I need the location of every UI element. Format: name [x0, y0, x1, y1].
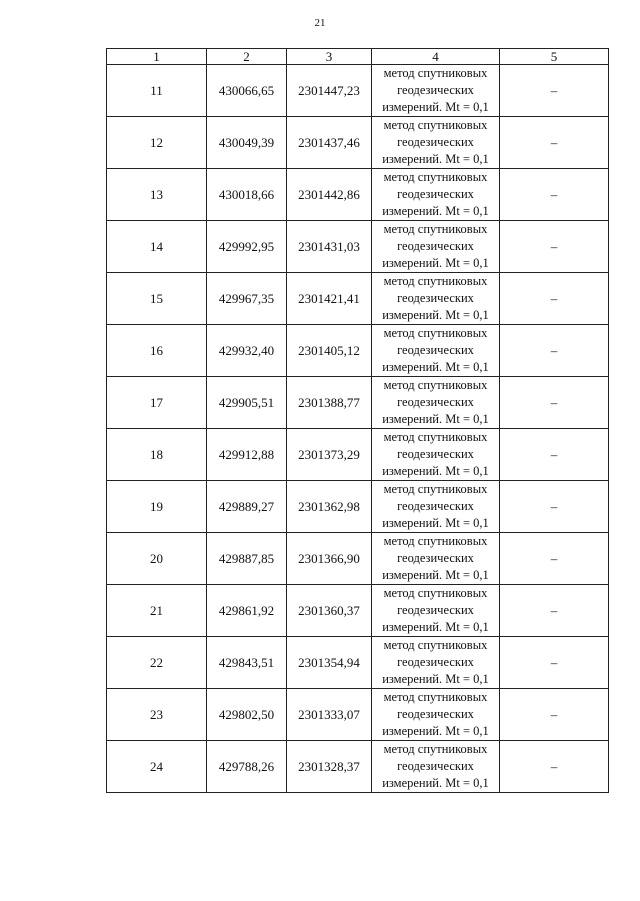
method-line-3: измерений. Mt = 0,1	[382, 724, 489, 738]
coordinate-x: 429861,92	[207, 585, 287, 637]
method-line-2: геодезических	[397, 343, 474, 357]
coordinate-x: 430018,66	[207, 169, 287, 221]
column-header-4: 4	[372, 49, 500, 65]
table-row	[107, 741, 609, 793]
method-line-3: измерений. Mt = 0,1	[382, 360, 489, 374]
table-row	[107, 377, 609, 429]
table-row	[107, 585, 609, 637]
method-line-3: измерений. Mt = 0,1	[382, 776, 489, 790]
method-cell	[372, 221, 500, 273]
note-cell: –	[500, 585, 609, 637]
coordinate-x: 430049,39	[207, 117, 287, 169]
method-line-1: метод спутниковых	[383, 274, 488, 288]
table-row	[107, 689, 609, 741]
coordinate-y: 2301405,12	[287, 325, 372, 377]
coordinate-y: 2301354,94	[287, 637, 372, 689]
page-number: 21	[314, 17, 326, 29]
method-line-1: метод спутниковых	[383, 638, 488, 652]
method-line-1: метод спутниковых	[383, 66, 488, 80]
note-cell: –	[500, 117, 609, 169]
method-cell	[372, 169, 500, 221]
method-line-1: метод спутниковых	[383, 378, 488, 392]
method-line-2: геодезических	[397, 551, 474, 565]
method-line-1: метод спутниковых	[383, 534, 488, 548]
coordinate-x: 429992,95	[207, 221, 287, 273]
method-cell	[372, 741, 500, 793]
method-line-3: измерений. Mt = 0,1	[382, 464, 489, 478]
method-line-1: метод спутниковых	[383, 326, 488, 340]
note-cell: –	[500, 481, 609, 533]
method-line-1: метод спутниковых	[383, 690, 488, 704]
method-line-2: геодезических	[397, 239, 474, 253]
coordinate-x: 429788,26	[207, 741, 287, 793]
method-line-2: геодезических	[397, 447, 474, 461]
column-header-2: 2	[207, 49, 287, 65]
coordinate-x: 429889,27	[207, 481, 287, 533]
table-header-row	[107, 49, 609, 65]
method-line-1: метод спутниковых	[383, 222, 488, 236]
method-line-2: геодезических	[397, 135, 474, 149]
note-cell: –	[500, 429, 609, 481]
method-line-3: измерений. Mt = 0,1	[382, 672, 489, 686]
table-row	[107, 273, 609, 325]
coordinate-x: 429905,51	[207, 377, 287, 429]
coordinate-y: 2301333,07	[287, 689, 372, 741]
coordinate-y: 2301328,37	[287, 741, 372, 793]
note-cell: –	[500, 65, 609, 117]
coordinate-y: 2301362,98	[287, 481, 372, 533]
method-cell	[372, 117, 500, 169]
method-cell	[372, 689, 500, 741]
coordinate-x: 429912,88	[207, 429, 287, 481]
method-line-1: метод спутниковых	[383, 742, 488, 756]
method-line-2: геодезических	[397, 83, 474, 97]
point-number: 15	[107, 273, 207, 325]
method-line-2: геодезических	[397, 291, 474, 305]
note-cell: –	[500, 273, 609, 325]
table-row	[107, 533, 609, 585]
point-number: 19	[107, 481, 207, 533]
method-line-1: метод спутниковых	[383, 482, 488, 496]
point-number: 23	[107, 689, 207, 741]
note-cell: –	[500, 377, 609, 429]
point-number: 12	[107, 117, 207, 169]
method-cell	[372, 533, 500, 585]
coordinate-x: 429967,35	[207, 273, 287, 325]
method-line-3: измерений. Mt = 0,1	[382, 516, 489, 530]
method-line-3: измерений. Mt = 0,1	[382, 100, 489, 114]
note-cell: –	[500, 689, 609, 741]
column-header-1: 1	[107, 49, 207, 65]
note-cell: –	[500, 221, 609, 273]
point-number: 16	[107, 325, 207, 377]
coordinate-x: 430066,65	[207, 65, 287, 117]
method-cell	[372, 585, 500, 637]
table-row	[107, 637, 609, 689]
point-number: 20	[107, 533, 207, 585]
table-row	[107, 169, 609, 221]
method-cell	[372, 637, 500, 689]
column-header-5: 5	[500, 49, 609, 65]
point-number: 24	[107, 741, 207, 793]
point-number: 14	[107, 221, 207, 273]
table-row	[107, 117, 609, 169]
method-cell	[372, 377, 500, 429]
method-line-3: измерений. Mt = 0,1	[382, 152, 489, 166]
method-cell	[372, 65, 500, 117]
note-cell: –	[500, 533, 609, 585]
method-line-2: геодезических	[397, 499, 474, 513]
coordinate-x: 429843,51	[207, 637, 287, 689]
point-number: 22	[107, 637, 207, 689]
method-line-3: измерений. Mt = 0,1	[382, 308, 489, 322]
coordinate-y: 2301421,41	[287, 273, 372, 325]
method-line-1: метод спутниковых	[383, 170, 488, 184]
coordinate-y: 2301360,37	[287, 585, 372, 637]
note-cell: –	[500, 169, 609, 221]
method-cell	[372, 481, 500, 533]
method-line-3: измерений. Mt = 0,1	[382, 620, 489, 634]
method-line-2: геодезических	[397, 707, 474, 721]
note-cell: –	[500, 325, 609, 377]
coordinate-x: 429802,50	[207, 689, 287, 741]
table-row	[107, 221, 609, 273]
coordinate-x: 429932,40	[207, 325, 287, 377]
point-number: 11	[107, 65, 207, 117]
method-line-3: измерений. Mt = 0,1	[382, 204, 489, 218]
method-cell	[372, 325, 500, 377]
coordinate-y: 2301442,86	[287, 169, 372, 221]
coordinate-x: 429887,85	[207, 533, 287, 585]
method-line-2: геодезических	[397, 655, 474, 669]
coordinate-y: 2301431,03	[287, 221, 372, 273]
method-line-1: метод спутниковых	[383, 586, 488, 600]
method-line-3: измерений. Mt = 0,1	[382, 256, 489, 270]
coordinate-y: 2301388,77	[287, 377, 372, 429]
point-number: 17	[107, 377, 207, 429]
coordinate-y: 2301366,90	[287, 533, 372, 585]
coordinate-y: 2301437,46	[287, 117, 372, 169]
table-row	[107, 429, 609, 481]
coordinate-y: 2301447,23	[287, 65, 372, 117]
point-number: 18	[107, 429, 207, 481]
method-cell	[372, 429, 500, 481]
method-cell	[372, 273, 500, 325]
method-line-2: геодезических	[397, 395, 474, 409]
coordinate-y: 2301373,29	[287, 429, 372, 481]
note-cell: –	[500, 741, 609, 793]
table-row	[107, 481, 609, 533]
method-line-2: геодезических	[397, 187, 474, 201]
column-header-3: 3	[287, 49, 372, 65]
method-line-2: геодезических	[397, 603, 474, 617]
point-number: 13	[107, 169, 207, 221]
coordinates-table	[106, 48, 609, 793]
method-line-3: измерений. Mt = 0,1	[382, 412, 489, 426]
point-number: 21	[107, 585, 207, 637]
method-line-1: метод спутниковых	[383, 430, 488, 444]
table-row	[107, 65, 609, 117]
method-line-3: измерений. Mt = 0,1	[382, 568, 489, 582]
table-row	[107, 325, 609, 377]
note-cell: –	[500, 637, 609, 689]
method-line-1: метод спутниковых	[383, 118, 488, 132]
method-line-2: геодезических	[397, 759, 474, 773]
